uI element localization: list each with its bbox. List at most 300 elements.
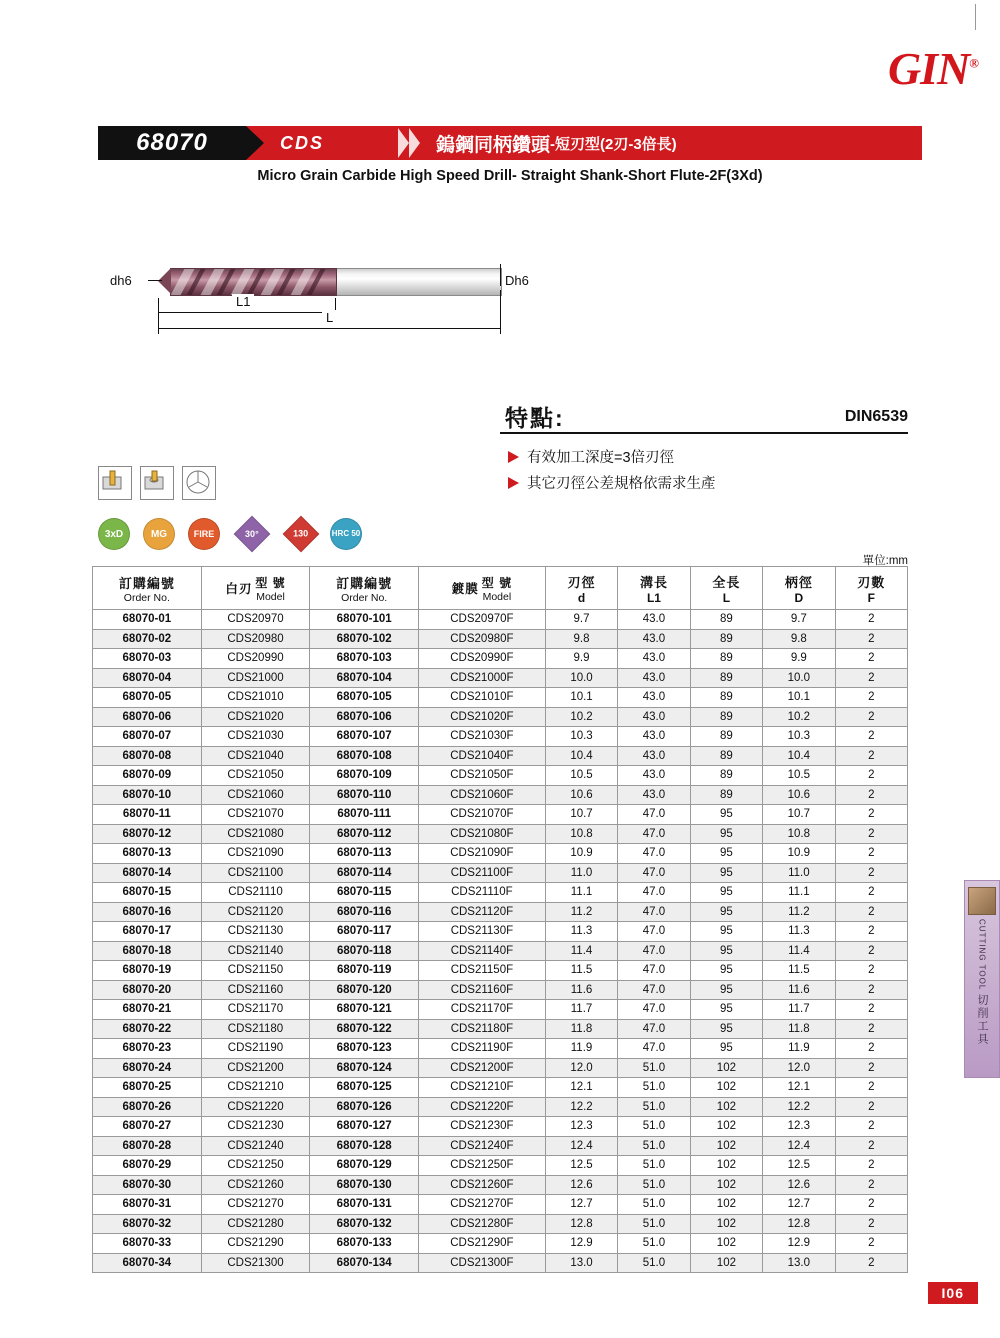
cell-order-no: 68070-28 — [93, 1136, 202, 1156]
col-model-plain-cn: 白刃 — [225, 582, 253, 596]
col-order-no-1-cn: 訂購編號 — [118, 575, 175, 591]
cell-spec: 43.0 — [618, 785, 690, 805]
table-row — [93, 1000, 908, 1020]
col-shank-diameter-d-cn: 柄徑 — [784, 574, 813, 590]
col-diameter-d — [545, 567, 617, 610]
cell-spec: 12.6 — [545, 1175, 617, 1195]
table-row — [93, 746, 908, 766]
cell-order-no: 68070-31 — [93, 1195, 202, 1215]
cell-spec: 95 — [690, 883, 762, 903]
cell-spec: 2 — [835, 649, 907, 669]
col-flutes-f-cn: 刃數 — [857, 574, 886, 590]
cell-spec: 51.0 — [618, 1097, 690, 1117]
cell-spec: 47.0 — [618, 1039, 690, 1059]
cell-spec: 11.9 — [545, 1039, 617, 1059]
cell-spec: 51.0 — [618, 1214, 690, 1234]
cell-spec: 10.3 — [763, 727, 835, 747]
dim-label-L1: L1 — [232, 294, 254, 309]
table-row — [93, 941, 908, 961]
fire-badge — [188, 518, 220, 550]
cell-spec: 9.8 — [545, 629, 617, 649]
chevron-separator-icon — [398, 128, 424, 158]
col-order-no-1 — [93, 567, 202, 610]
cell-order-no: 68070-111 — [310, 805, 419, 825]
cell-spec: 51.0 — [618, 1175, 690, 1195]
cell-spec: 47.0 — [618, 844, 690, 864]
angle-30-badge-label: 30° — [245, 529, 259, 539]
cell-model: CDS21050 — [201, 766, 310, 786]
cell-spec: 95 — [690, 1019, 762, 1039]
cell-spec: 11.2 — [545, 902, 617, 922]
cell-spec: 2 — [835, 1078, 907, 1098]
cell-order-no: 68070-102 — [310, 629, 419, 649]
table-row — [93, 629, 908, 649]
table-row — [93, 1175, 908, 1195]
cell-spec: 12.4 — [763, 1136, 835, 1156]
cell-spec: 10.5 — [763, 766, 835, 786]
cell-order-no: 68070-132 — [310, 1214, 419, 1234]
cell-model: CDS21150 — [201, 961, 310, 981]
cell-order-no: 68070-124 — [310, 1058, 419, 1078]
cell-order-no: 68070-115 — [310, 883, 419, 903]
cell-order-no: 68070-19 — [93, 961, 202, 981]
table-row — [93, 610, 908, 630]
cell-order-no: 68070-103 — [310, 649, 419, 669]
cell-spec: 102 — [690, 1097, 762, 1117]
cell-order-no: 68070-104 — [310, 668, 419, 688]
cell-order-no: 68070-128 — [310, 1136, 419, 1156]
table-row — [93, 668, 908, 688]
table-row — [93, 1253, 908, 1273]
cell-spec: 43.0 — [618, 610, 690, 630]
cell-spec: 12.1 — [545, 1078, 617, 1098]
cell-spec: 10.0 — [545, 668, 617, 688]
dim-label-dh6: dh6 — [110, 273, 132, 288]
cell-order-no: 68070-22 — [93, 1019, 202, 1039]
cell-spec: 89 — [690, 649, 762, 669]
cell-model: CDS21020 — [201, 707, 310, 727]
cell-order-no: 68070-118 — [310, 941, 419, 961]
cell-spec: 11.5 — [763, 961, 835, 981]
cell-spec: 11.4 — [545, 941, 617, 961]
cell-spec: 95 — [690, 863, 762, 883]
dim-line-l — [158, 328, 501, 329]
table-row — [93, 961, 908, 981]
cell-spec: 10.6 — [545, 785, 617, 805]
cell-spec: 10.8 — [763, 824, 835, 844]
cell-order-no: 68070-14 — [93, 863, 202, 883]
cell-spec: 12.6 — [763, 1175, 835, 1195]
cell-model: CDS20970F — [419, 610, 546, 630]
cell-model: CDS21080 — [201, 824, 310, 844]
cell-model: CDS21070F — [419, 805, 546, 825]
cell-model: CDS21000F — [419, 668, 546, 688]
cell-spec: 47.0 — [618, 980, 690, 1000]
cell-order-no: 68070-33 — [93, 1234, 202, 1254]
dim-label-L: L — [322, 310, 337, 325]
cell-model: CDS21230 — [201, 1117, 310, 1137]
cell-spec: 95 — [690, 980, 762, 1000]
bullet-arrow-icon — [508, 451, 519, 463]
cell-spec: 11.8 — [763, 1019, 835, 1039]
cell-model: CDS21190F — [419, 1039, 546, 1059]
cell-spec: 43.0 — [618, 707, 690, 727]
cell-order-no: 68070-122 — [310, 1019, 419, 1039]
table-row — [93, 1195, 908, 1215]
cell-model: CDS21240 — [201, 1136, 310, 1156]
cell-spec: 2 — [835, 610, 907, 630]
cell-spec: 2 — [835, 1097, 907, 1117]
cell-order-no: 68070-101 — [310, 610, 419, 630]
cell-order-no: 68070-24 — [93, 1058, 202, 1078]
cell-model: CDS21020F — [419, 707, 546, 727]
cell-spec: 12.7 — [763, 1195, 835, 1215]
cell-model: CDS20990F — [419, 649, 546, 669]
cell-spec: 11.0 — [763, 863, 835, 883]
hole-icon — [140, 466, 174, 500]
cell-spec: 10.7 — [763, 805, 835, 825]
table-row — [93, 1234, 908, 1254]
table-row — [93, 805, 908, 825]
product-title-cn — [436, 126, 677, 160]
cell-order-no: 68070-17 — [93, 922, 202, 942]
cell-spec: 102 — [690, 1195, 762, 1215]
cell-model: CDS21180F — [419, 1019, 546, 1039]
cell-spec: 47.0 — [618, 1000, 690, 1020]
cell-spec: 11.8 — [545, 1019, 617, 1039]
cell-spec: 43.0 — [618, 649, 690, 669]
cell-spec: 2 — [835, 727, 907, 747]
cell-spec: 2 — [835, 980, 907, 1000]
depth-badge-label: 3xD — [104, 528, 124, 540]
cell-order-no: 68070-27 — [93, 1117, 202, 1137]
cell-order-no: 68070-06 — [93, 707, 202, 727]
table-row — [93, 1117, 908, 1137]
trim-mark-top — [975, 4, 976, 30]
cell-order-no: 68070-05 — [93, 688, 202, 708]
table-row — [93, 727, 908, 747]
cell-spec: 11.6 — [763, 980, 835, 1000]
cell-spec: 89 — [690, 629, 762, 649]
cell-spec: 2 — [835, 1136, 907, 1156]
cell-spec: 12.2 — [545, 1097, 617, 1117]
cell-order-no: 68070-02 — [93, 629, 202, 649]
cell-spec: 11.5 — [545, 961, 617, 981]
unit-note: 單位:mm — [862, 555, 908, 567]
cell-order-no: 68070-109 — [310, 766, 419, 786]
cell-spec: 9.7 — [763, 610, 835, 630]
standard-label: DIN6539 — [844, 408, 908, 425]
cell-spec: 12.0 — [545, 1058, 617, 1078]
cell-order-no: 68070-26 — [93, 1097, 202, 1117]
cell-model: CDS21100F — [419, 863, 546, 883]
cell-model: CDS21270F — [419, 1195, 546, 1215]
cell-spec: 12.0 — [763, 1058, 835, 1078]
col-model-coated-cn: 鍍膜 — [451, 582, 479, 596]
cell-model: CDS21040 — [201, 746, 310, 766]
cell-spec: 51.0 — [618, 1234, 690, 1254]
cell-spec: 12.3 — [545, 1117, 617, 1137]
cell-spec: 89 — [690, 785, 762, 805]
cell-spec: 12.7 — [545, 1195, 617, 1215]
cell-spec: 47.0 — [618, 922, 690, 942]
col-order-no-2-en: Order No. — [341, 591, 388, 604]
feature-item-1 — [508, 446, 674, 467]
cell-spec: 2 — [835, 629, 907, 649]
cell-spec: 2 — [835, 766, 907, 786]
brand-name: GIN — [887, 43, 970, 94]
depth-badge — [98, 518, 130, 550]
cell-order-no: 68070-133 — [310, 1234, 419, 1254]
cell-spec: 43.0 — [618, 746, 690, 766]
cell-spec: 89 — [690, 610, 762, 630]
cell-spec: 12.5 — [545, 1156, 617, 1176]
fire-badge-label: FIRE — [193, 529, 215, 539]
cell-model: CDS21010 — [201, 688, 310, 708]
cell-spec: 47.0 — [618, 1019, 690, 1039]
table-row — [93, 1078, 908, 1098]
cell-spec: 89 — [690, 688, 762, 708]
cell-spec: 95 — [690, 805, 762, 825]
cell-spec: 2 — [835, 1175, 907, 1195]
table-row — [93, 1039, 908, 1059]
feature-item-1-label: 有效加工深度=3倍刃徑 — [527, 450, 675, 466]
dim-leader-dh6 — [148, 280, 162, 281]
cell-model: CDS21160F — [419, 980, 546, 1000]
dim-tick-D — [500, 264, 501, 286]
col-diameter-d-en: d — [577, 590, 586, 605]
cell-model: CDS21220 — [201, 1097, 310, 1117]
col-model-coated-cn2: 型 號 — [481, 575, 513, 590]
table-row — [93, 863, 908, 883]
cell-spec: 9.9 — [763, 649, 835, 669]
cell-spec: 95 — [690, 1039, 762, 1059]
cell-model: CDS21260F — [419, 1175, 546, 1195]
cell-spec: 2 — [835, 668, 907, 688]
mg-badge-label: MG — [150, 528, 168, 540]
cell-model: CDS21070 — [201, 805, 310, 825]
cell-spec: 10.4 — [763, 746, 835, 766]
col-shank-diameter-d-en: D — [794, 590, 804, 605]
cell-model: CDS21110 — [201, 883, 310, 903]
cell-order-no: 68070-12 — [93, 824, 202, 844]
cell-model: CDS21130 — [201, 922, 310, 942]
col-model-coated-en: Model — [482, 590, 512, 603]
cell-order-no: 68070-29 — [93, 1156, 202, 1176]
cell-model: CDS21040F — [419, 746, 546, 766]
cell-model: CDS21060 — [201, 785, 310, 805]
cell-spec: 2 — [835, 785, 907, 805]
cell-spec: 2 — [835, 1253, 907, 1273]
cell-spec: 12.4 — [545, 1136, 617, 1156]
cell-order-no: 68070-121 — [310, 1000, 419, 1020]
cell-model: CDS20980 — [201, 629, 310, 649]
cell-model: CDS21150F — [419, 961, 546, 981]
dim-tick-l-left — [158, 312, 159, 334]
cell-spec: 13.0 — [763, 1253, 835, 1273]
cell-model: CDS20970 — [201, 610, 310, 630]
cell-spec: 102 — [690, 1253, 762, 1273]
spec-table — [92, 566, 908, 1273]
cell-spec: 11.0 — [545, 863, 617, 883]
page-number: I06 — [928, 1282, 978, 1304]
cell-model: CDS21210F — [419, 1078, 546, 1098]
cell-spec: 89 — [690, 766, 762, 786]
cell-spec: 11.7 — [545, 1000, 617, 1020]
cell-model: CDS21250F — [419, 1156, 546, 1176]
cell-spec: 89 — [690, 707, 762, 727]
cell-spec: 95 — [690, 941, 762, 961]
table-row — [93, 980, 908, 1000]
cell-model: CDS21000 — [201, 668, 310, 688]
cell-spec: 89 — [690, 727, 762, 747]
cell-order-no: 68070-120 — [310, 980, 419, 1000]
cell-model: CDS21300F — [419, 1253, 546, 1273]
cell-order-no: 68070-110 — [310, 785, 419, 805]
dim-label-Dh6: Dh6 — [505, 273, 529, 288]
col-flute-length-l1-cn: 溝長 — [639, 574, 668, 590]
product-code: 68070 — [98, 126, 246, 160]
angle-130-badge-label: 130 — [293, 529, 309, 539]
dim-line-l1 — [158, 312, 336, 313]
cell-order-no: 68070-08 — [93, 746, 202, 766]
cell-spec: 2 — [835, 1234, 907, 1254]
mg-badge — [143, 518, 175, 550]
cell-model: CDS21280 — [201, 1214, 310, 1234]
cell-spec: 51.0 — [618, 1136, 690, 1156]
bullet-arrow-icon — [508, 477, 519, 489]
col-overall-length-l — [690, 567, 762, 610]
cell-spec: 102 — [690, 1136, 762, 1156]
cell-order-no: 68070-07 — [93, 727, 202, 747]
cell-spec: 102 — [690, 1117, 762, 1137]
hrc-badge — [330, 518, 362, 550]
cell-spec: 10.2 — [545, 707, 617, 727]
cell-spec: 10.0 — [763, 668, 835, 688]
cell-spec: 47.0 — [618, 824, 690, 844]
cell-spec: 2 — [835, 746, 907, 766]
col-shank-diameter-d — [763, 567, 835, 610]
cell-order-no: 68070-105 — [310, 688, 419, 708]
angle-30-badge — [234, 516, 271, 553]
col-order-no-2 — [310, 567, 419, 610]
cell-spec: 102 — [690, 1234, 762, 1254]
cell-order-no: 68070-34 — [93, 1253, 202, 1273]
cell-spec: 89 — [690, 746, 762, 766]
cell-spec: 2 — [835, 1156, 907, 1176]
cell-spec: 11.7 — [763, 1000, 835, 1020]
cell-spec: 102 — [690, 1078, 762, 1098]
cell-spec: 11.9 — [763, 1039, 835, 1059]
cell-spec: 11.1 — [545, 883, 617, 903]
cell-order-no: 68070-125 — [310, 1078, 419, 1098]
cell-order-no: 68070-23 — [93, 1039, 202, 1059]
cell-spec: 95 — [690, 902, 762, 922]
col-flute-length-l1-en: L1 — [646, 590, 661, 605]
cell-order-no: 68070-130 — [310, 1175, 419, 1195]
cell-order-no: 68070-13 — [93, 844, 202, 864]
cell-spec: 10.9 — [763, 844, 835, 864]
cell-model: CDS21090 — [201, 844, 310, 864]
cell-spec: 13.0 — [545, 1253, 617, 1273]
cell-order-no: 68070-18 — [93, 941, 202, 961]
table-row — [93, 1214, 908, 1234]
cell-model: CDS21170F — [419, 1000, 546, 1020]
cell-order-no: 68070-134 — [310, 1253, 419, 1273]
col-model-coated — [419, 567, 546, 610]
feature-item-2-label: 其它刃徑公差規格依需求生產 — [527, 476, 716, 492]
drill-flute — [170, 268, 337, 296]
cell-spec: 11.6 — [545, 980, 617, 1000]
cell-order-no: 68070-129 — [310, 1156, 419, 1176]
cell-order-no: 68070-107 — [310, 727, 419, 747]
cell-order-no: 68070-15 — [93, 883, 202, 903]
cell-spec: 10.1 — [545, 688, 617, 708]
cell-order-no: 68070-20 — [93, 980, 202, 1000]
cell-spec: 43.0 — [618, 668, 690, 688]
table-row — [93, 785, 908, 805]
cell-spec: 11.4 — [763, 941, 835, 961]
cell-model: CDS21120F — [419, 902, 546, 922]
brand-logo — [887, 43, 978, 94]
cell-spec: 11.3 — [763, 922, 835, 942]
cell-order-no: 68070-108 — [310, 746, 419, 766]
cell-spec: 10.6 — [763, 785, 835, 805]
cell-spec: 11.3 — [545, 922, 617, 942]
cell-model: CDS21110F — [419, 883, 546, 903]
cell-spec: 43.0 — [618, 629, 690, 649]
cell-spec: 10.3 — [545, 727, 617, 747]
cell-model: CDS20990 — [201, 649, 310, 669]
col-flute-length-l1 — [618, 567, 690, 610]
cell-model: CDS21200 — [201, 1058, 310, 1078]
cell-order-no: 68070-119 — [310, 961, 419, 981]
feature-item-2 — [508, 472, 716, 493]
cell-model: CDS21230F — [419, 1117, 546, 1137]
cell-order-no: 68070-11 — [93, 805, 202, 825]
cell-spec: 95 — [690, 824, 762, 844]
cell-spec: 47.0 — [618, 902, 690, 922]
cell-spec: 2 — [835, 1214, 907, 1234]
cell-order-no: 68070-126 — [310, 1097, 419, 1117]
angle-130-badge — [283, 516, 320, 553]
cell-order-no: 68070-117 — [310, 922, 419, 942]
cell-order-no: 68070-113 — [310, 844, 419, 864]
cell-order-no: 68070-131 — [310, 1195, 419, 1215]
cell-order-no: 68070-114 — [310, 863, 419, 883]
cell-model: CDS21290 — [201, 1234, 310, 1254]
cell-model: CDS21090F — [419, 844, 546, 864]
features-divider — [500, 432, 908, 434]
cell-order-no: 68070-01 — [93, 610, 202, 630]
col-order-no-2-cn: 訂購編號 — [336, 575, 393, 591]
cell-spec: 11.2 — [763, 902, 835, 922]
cell-spec: 12.3 — [763, 1117, 835, 1137]
cell-order-no: 68070-30 — [93, 1175, 202, 1195]
cell-spec: 102 — [690, 1058, 762, 1078]
cell-model: CDS21290F — [419, 1234, 546, 1254]
cell-model: CDS21210 — [201, 1078, 310, 1098]
cell-model: CDS21280F — [419, 1214, 546, 1234]
col-order-no-1-en: Order No. — [123, 591, 170, 604]
cell-spec: 2 — [835, 688, 907, 708]
cell-model: CDS21300 — [201, 1253, 310, 1273]
cell-spec: 2 — [835, 707, 907, 727]
slot-icon — [98, 466, 132, 500]
cell-order-no: 68070-25 — [93, 1078, 202, 1098]
cell-spec: 95 — [690, 922, 762, 942]
cell-spec: 51.0 — [618, 1253, 690, 1273]
